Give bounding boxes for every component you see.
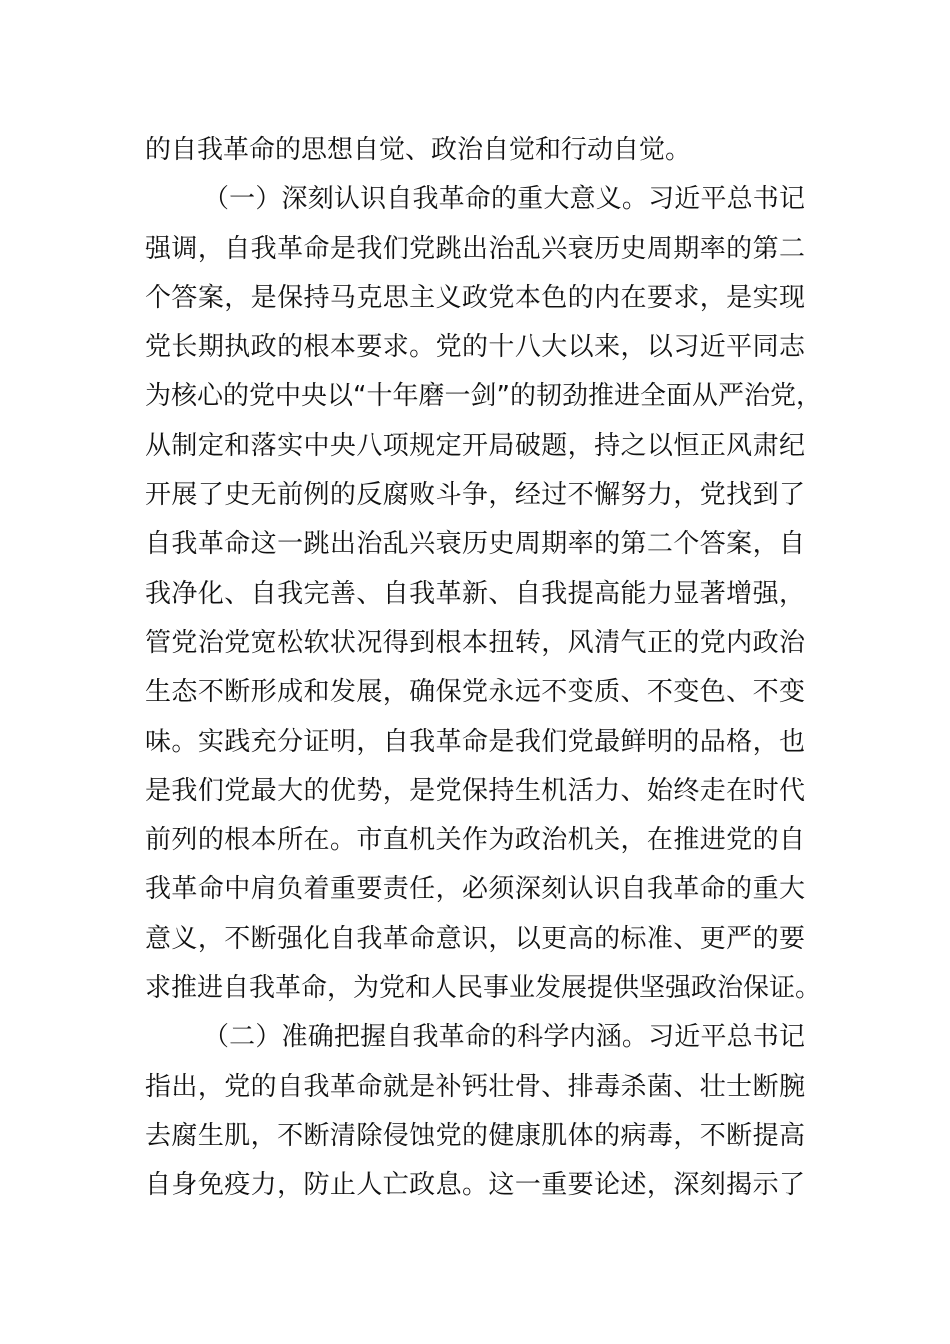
text-line: 从制定和落实中央八项规定开局破题，持之以恒正风肃纪 xyxy=(145,430,805,461)
text-line: 自我革命这一跳出治乱兴衰历史周期率的第二个答案，自 xyxy=(145,529,805,560)
text-line: 个答案，是保持马克思主义政党本色的内在要求，是实现 xyxy=(145,282,805,313)
text-line: 我净化、自我完善、自我革新、自我提高能力显著增强， xyxy=(145,578,805,609)
paragraph-heading-line: （一）深刻认识自我革命的重大意义。习近平总书记 xyxy=(203,184,805,215)
text-line: 我革命中肩负着重要责任，必须深刻认识自我革命的重大 xyxy=(145,874,805,905)
text-line: 开展了史无前例的反腐败斗争，经过不懈努力，党找到了 xyxy=(145,480,805,511)
text-line: 求推进自我革命，为党和人民事业发展提供坚强政治保证。 xyxy=(145,973,822,1004)
text-line: 生态不断形成和发展，确保党永远不变质、不变色、不变 xyxy=(145,677,805,708)
text-line: 前列的根本所在。市直机关作为政治机关，在推进党的自 xyxy=(145,825,805,856)
text-line: 指出，党的自我革命就是补钙壮骨、排毒杀菌、壮士断腕 xyxy=(145,1071,805,1102)
text-line: 自身免疫力，防止人亡政息。这一重要论述，深刻揭示了 xyxy=(145,1170,805,1201)
text-line: 党长期执政的根本要求。党的十八大以来，以习近平同志 xyxy=(145,332,805,363)
text-line: 意义，不断强化自我革命意识，以更高的标准、更严的要 xyxy=(145,923,805,954)
text-line: 的自我革命的思想自觉、政治自觉和行动自觉。 xyxy=(145,135,692,165)
text-line: 强调，自我革命是我们党跳出治乱兴衰历史周期率的第二 xyxy=(145,233,805,264)
paragraph-heading-line: （二）准确把握自我革命的科学内涵。习近平总书记 xyxy=(203,1022,805,1053)
text-line: 为核心的党中央以“十年磨一剑”的韧劲推进全面从严治党， xyxy=(145,381,822,412)
text-line: 管党治党宽松软状况得到根本扭转，风清气正的党内政治 xyxy=(145,627,805,658)
text-line: 味。实践充分证明，自我革命是我们党最鲜明的品格，也 xyxy=(145,726,805,757)
body-text xyxy=(145,126,822,1211)
text-line: 是我们党最大的优势，是党保持生机活力、始终走在时代 xyxy=(145,775,805,806)
text-line: 去腐生肌，不断清除侵蚀党的健康肌体的病毒，不断提高 xyxy=(145,1120,805,1151)
